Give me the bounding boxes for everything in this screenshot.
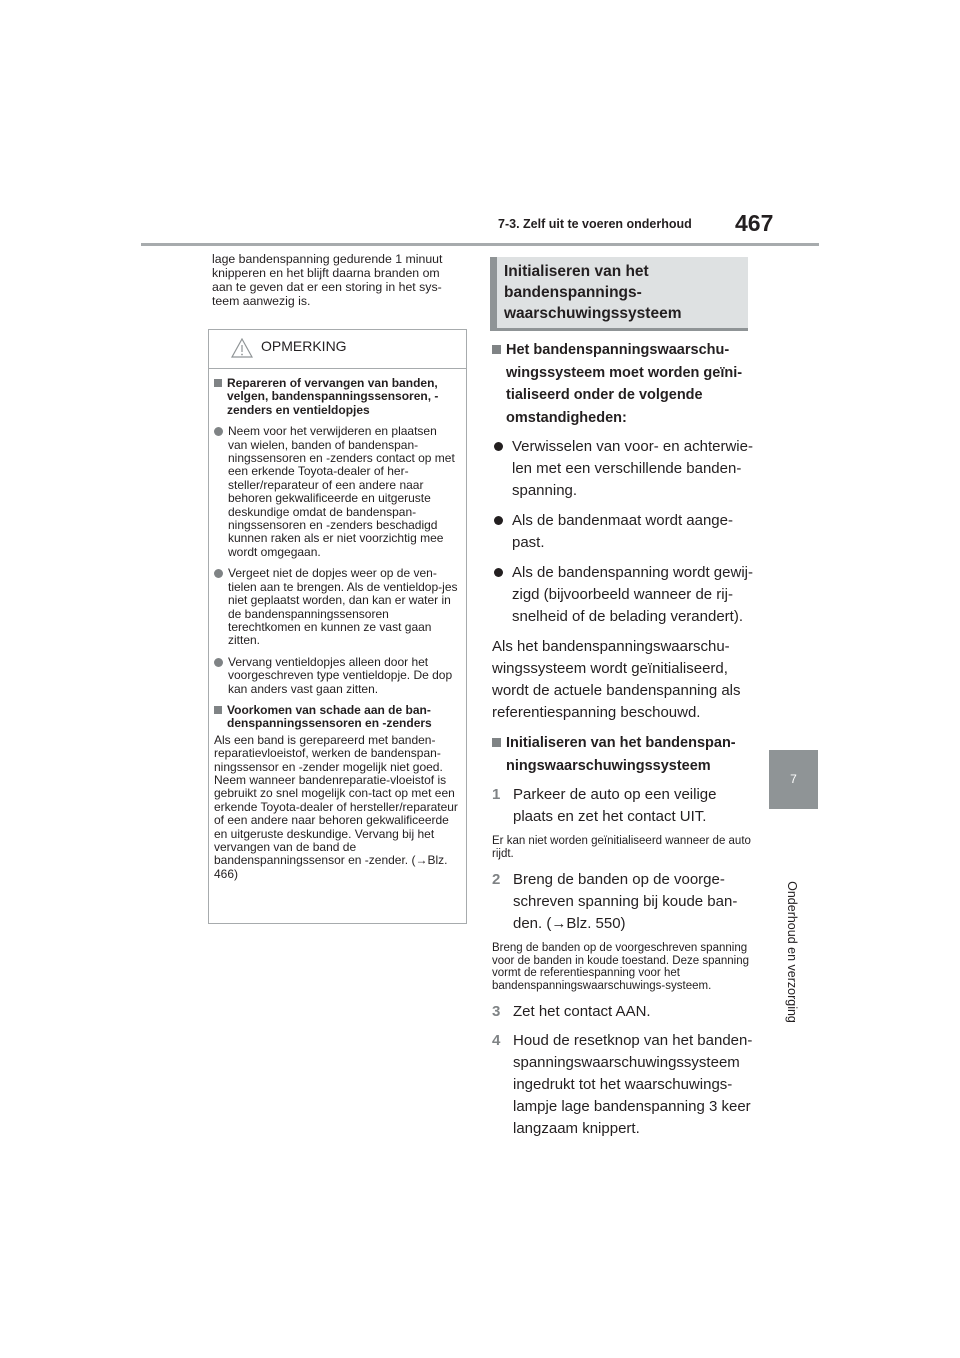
list-item-text: Als de bandenmaat wordt aange-past. — [512, 512, 733, 551]
round-bullet-icon — [214, 569, 223, 578]
notice-heading-text: Repareren of vervangen van banden, velgen, bandenspanningssensoren, -zenders en ventieldopjes — [227, 376, 439, 417]
notice-body — [209, 369, 466, 881]
notice-heading — [214, 377, 459, 417]
round-bullet-icon — [494, 516, 503, 525]
section-title-box — [490, 257, 748, 331]
square-bullet-icon — [492, 738, 501, 747]
subheading-text: Het bandenspanningswaarschu-wingssysteem moet worden geïni-tialiseerd onder de volgende omstandigheden: — [506, 342, 743, 426]
step-item — [492, 1030, 754, 1140]
step-item — [492, 784, 754, 828]
notice-bullet — [214, 425, 459, 559]
step-number: 1 — [492, 786, 501, 803]
section-header: 7-3. Zelf uit te voeren onderhoud — [498, 217, 692, 231]
square-bullet-icon — [492, 345, 501, 354]
subheading — [492, 732, 754, 777]
step-item — [492, 1001, 754, 1023]
round-bullet-icon — [494, 568, 503, 577]
notice-paragraph: Als een band is gerepareerd met banden-reparatievloeistof, werken de bandenspan-ningssensor en -zender mogelijk niet goed. Neem wanneer bandenreparatie-vloeistof is gebruikt zo snel mogelijk con-tact op met een erkende Toyota-dealer of hersteller/reparateur of een andere naar behoren gekwalificeerde en uitgeruste deskundige. Vervang bij het vervangen van de band de bandenspanningssensor en -zender. (→Blz. 466) — [214, 732, 458, 881]
section-title-bar — [490, 257, 497, 328]
body-paragraph: Als het bandenspanningswaarschu-wingssysteem wordt geïnitialiseerd, wordt de actuele bandenspanning als referentiespanning beschouwd. — [492, 638, 741, 721]
notice-bullet — [214, 567, 459, 647]
list-item — [492, 436, 754, 502]
step-text: Zet het contact AAN. — [513, 1003, 651, 1020]
step-note: Breng de banden op de voorgeschreven spanning voor de banden in koude toestand. Deze spanning vormt de referentiespanning voor het bandenspanningswaarschuwings-systeem. — [492, 942, 750, 992]
notice-heading-text: Voorkomen van schade aan de ban-denspanningssensoren en -zenders — [227, 702, 432, 731]
notice-bullet — [214, 656, 459, 696]
step-text: Houd de resetknop van het banden-spanningswaarschuwingssysteem ingedrukt tot het waarschuwings-lampje lage bandenspanning 3 keer langzaam knippert. — [513, 1032, 753, 1137]
step-item — [492, 869, 754, 935]
notice-header — [209, 330, 466, 369]
list-item-text: Verwisselen van voor- en achterwie-len met een verschillende banden-spanning. — [512, 438, 753, 499]
subheading-text: Initialiseren van het bandenspan-ningswaarschuwingssysteem — [506, 735, 736, 774]
step-number: 4 — [492, 1032, 501, 1049]
notice-heading — [214, 704, 459, 731]
notice-bullet-text: Vergeet niet de dopjes weer op de ven-tielen aan te brengen. Als de ventieldop-jes niet geplaatst worden, dan kan er water in de bandenspanningssensoren terechtkomen en kunnen ze vast gaan zitten. — [228, 566, 458, 648]
notice-box — [208, 329, 467, 924]
round-bullet-icon — [214, 658, 223, 667]
list-item — [492, 562, 754, 628]
chapter-tab-number: 7 — [769, 750, 818, 809]
page-number: 467 — [735, 210, 774, 236]
right-column — [492, 339, 754, 1147]
section-title: Initialiseren van het bandenspannings-waarschuwingssysteem — [504, 263, 682, 322]
step-number: 3 — [492, 1003, 501, 1020]
square-bullet-icon — [214, 379, 222, 387]
warning-triangle-icon — [231, 338, 253, 358]
chapter-tab-label: Onderhoud en verzorging — [785, 881, 799, 1023]
list-item — [492, 510, 754, 554]
header-rule — [141, 243, 819, 246]
step-text: Parkeer de auto op een veilige plaats en zet het contact UIT. — [513, 786, 717, 825]
square-bullet-icon — [214, 706, 222, 714]
subheading — [492, 339, 754, 429]
step-note: Er kan niet worden geïnitialiseerd wanneer de auto rijdt. — [492, 835, 751, 860]
list-item-text: Als de bandenspanning wordt gewij-zigd (bijvoorbeeld wanneer de rij-snelheid of de belading verandert). — [512, 564, 753, 625]
step-number: 2 — [492, 871, 501, 888]
notice-bullet-text: Vervang ventieldopjes alleen door het voorgeschreven type ventieldopje. De dop kan anders vast gaan zitten. — [228, 654, 453, 696]
lead-paragraph: lage bandenspanning gedurende 1 minuut knipperen en het blijft daarna branden om aan te geven dat er een storing in het sys-teem aanwezig is. — [212, 252, 443, 308]
round-bullet-icon — [494, 442, 503, 451]
step-text: Breng de banden op de voorge-schreven spanning bij koude ban-den. (→Blz. 550) — [513, 871, 738, 932]
notice-title: OPMERKING — [261, 338, 347, 354]
round-bullet-icon — [214, 427, 223, 436]
notice-bullet-text: Neem voor het verwijderen en plaatsen van wielen, banden of bandenspan-ningssensoren en -zenders contact op met een erkende Toyota-dealer of her-steller/reparateur of een andere naar behoren gekwalificeerde en uitgeruste deskundige omdat de bandenspan-ningssensoren en -zenders beschadigd kunnen raken als er niet voorzichtig mee wordt omgegaan. — [228, 424, 455, 559]
